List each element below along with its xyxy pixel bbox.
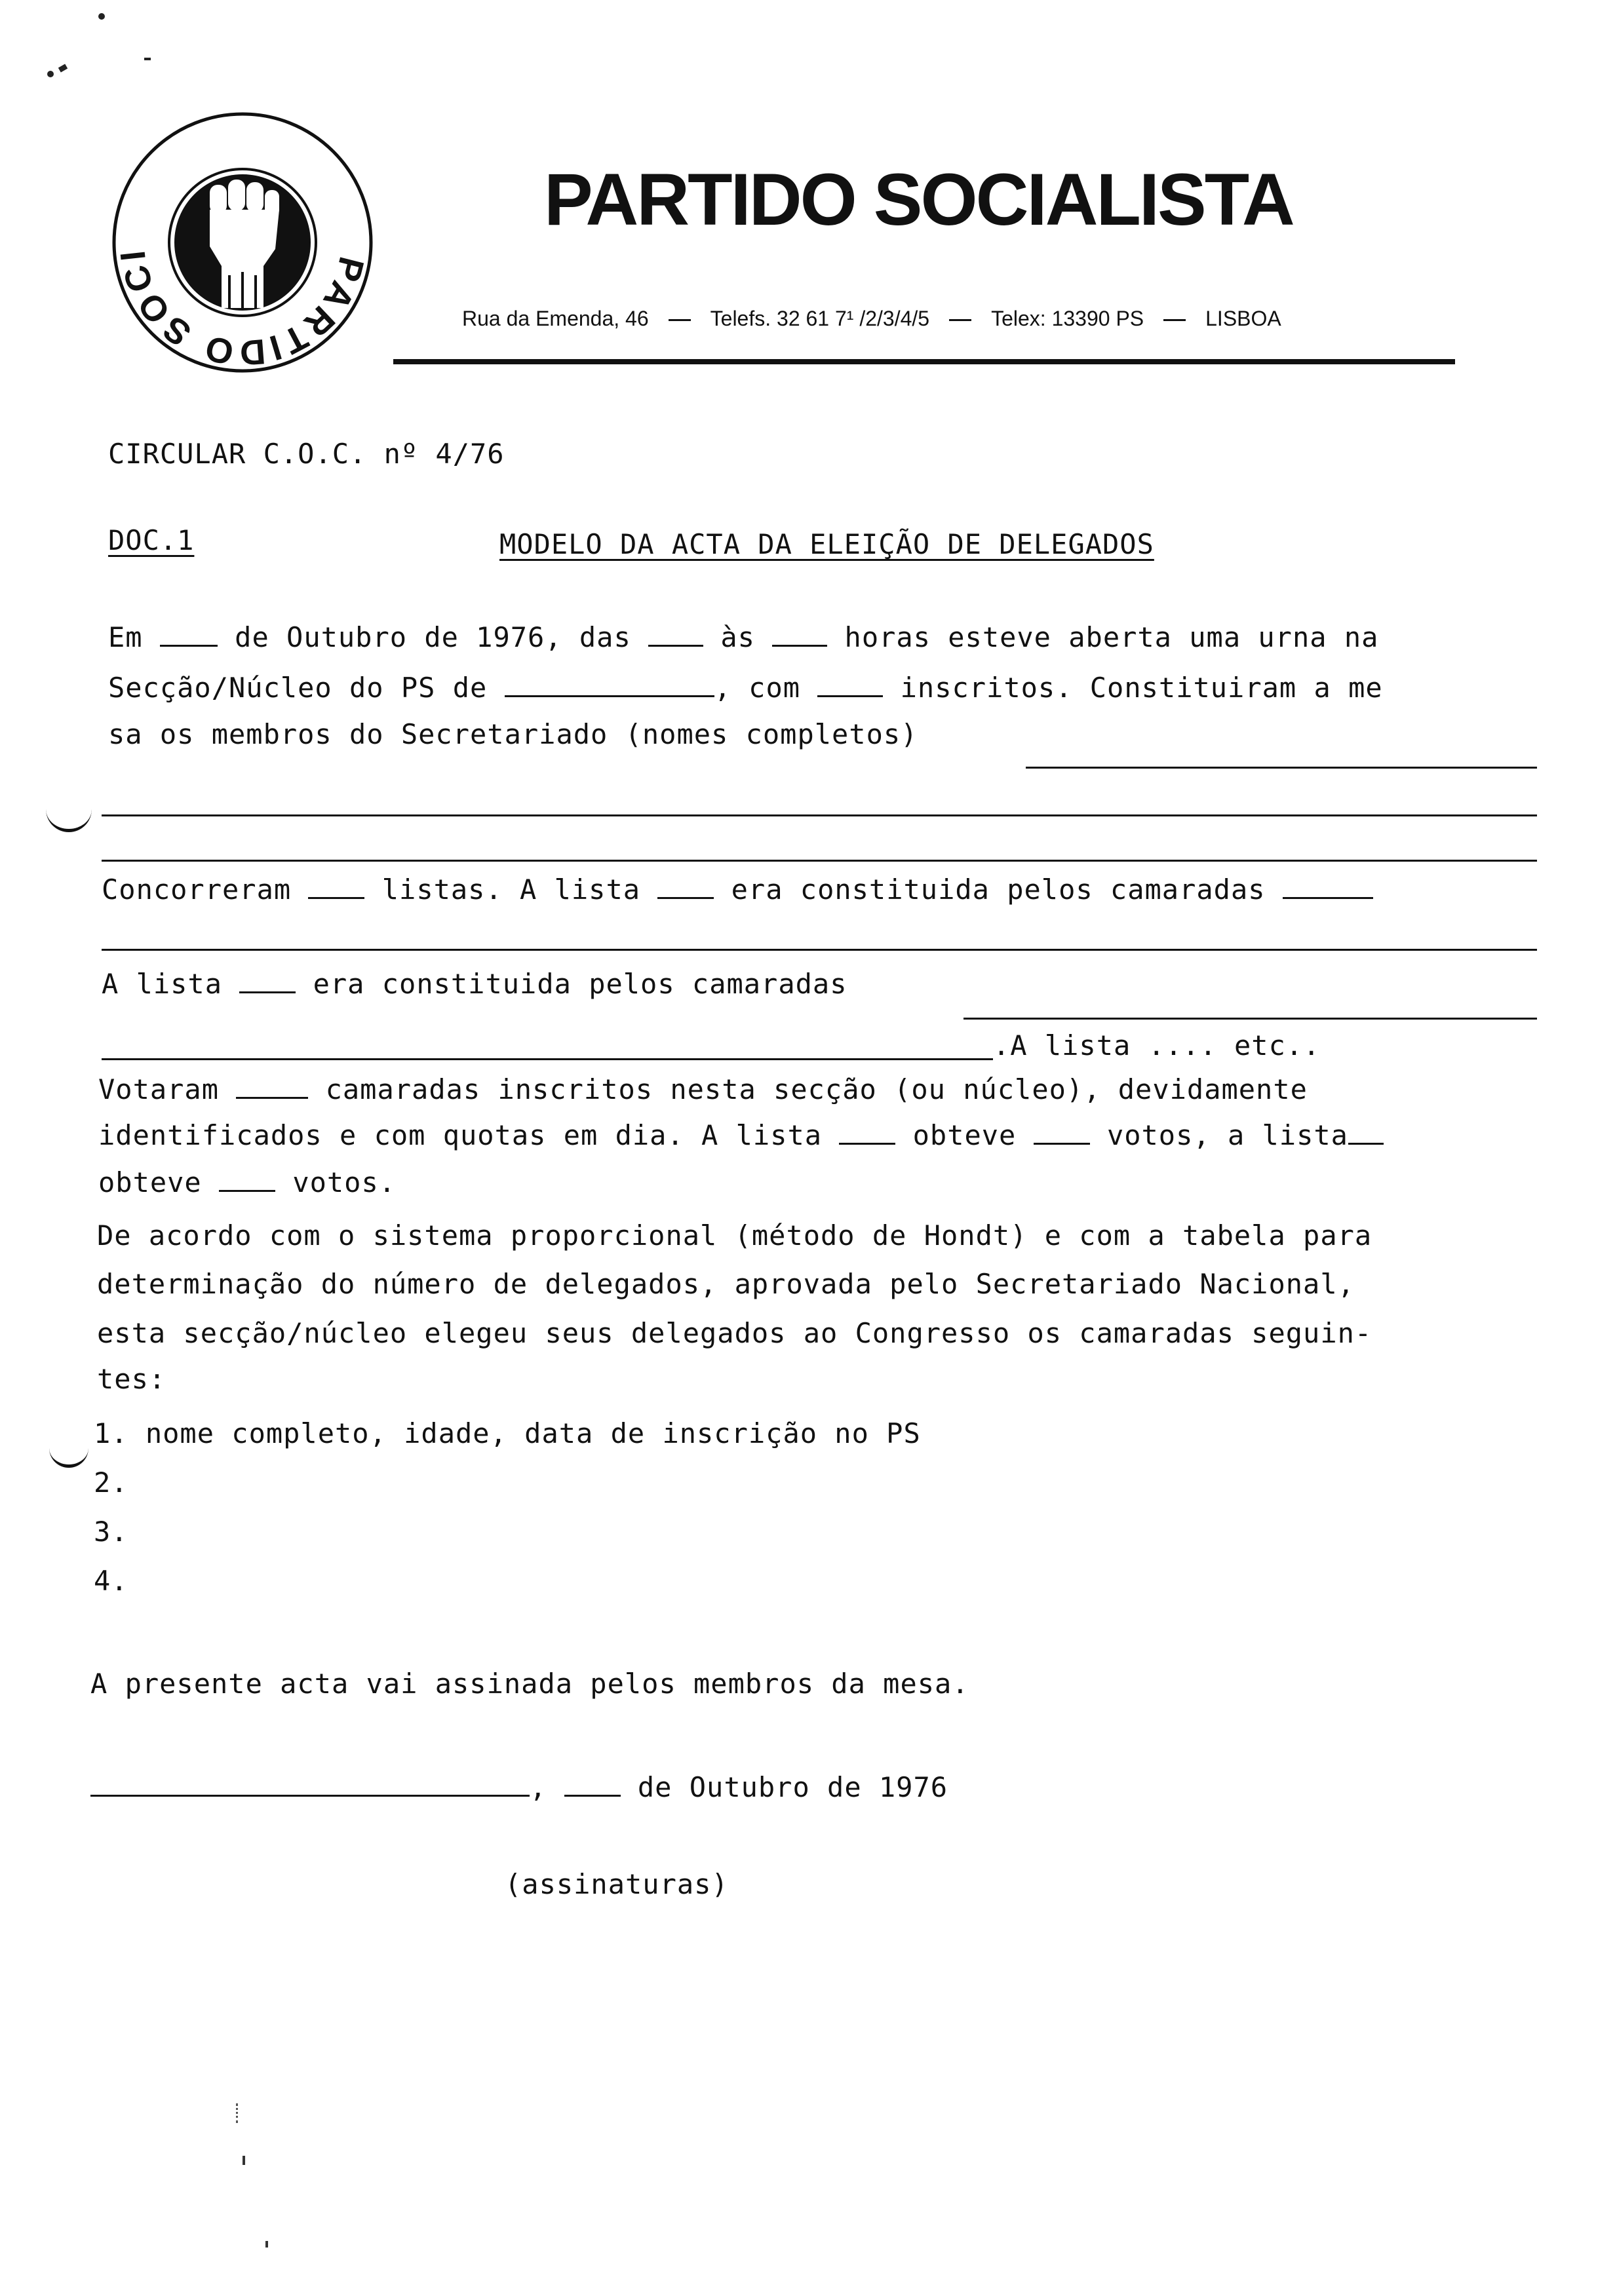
voters-count-blank[interactable] xyxy=(236,1075,308,1099)
text-as: às xyxy=(720,621,755,653)
scan-speck xyxy=(47,71,54,77)
text-a-lista-etc: .A lista .... etc.. xyxy=(993,1029,1321,1062)
votes-blank-1[interactable] xyxy=(1034,1120,1090,1145)
city-name: LISBOA xyxy=(1205,307,1281,330)
document-title: MODELO DA ACTA DA ELEIÇÃO DE DELEGADOS xyxy=(499,528,1154,560)
list-members-blank-1[interactable] xyxy=(1283,875,1373,899)
party-logo xyxy=(111,111,374,373)
scan-speck xyxy=(58,64,68,73)
end-hour-blank[interactable] xyxy=(772,622,827,647)
list-id-blank-3[interactable] xyxy=(839,1120,895,1145)
list-item: 1. nome completo, idade, data de inscrição no PS xyxy=(94,1417,921,1449)
text-votos-lista: votos, a lista xyxy=(1106,1119,1348,1151)
text-obteve-1: obteve xyxy=(912,1119,1017,1151)
text-camaradas-inscritos: camaradas inscritos nesta secção (ou núcleo), devidamente xyxy=(325,1073,1308,1105)
votes-blank-2[interactable] xyxy=(219,1168,275,1192)
scan-speck xyxy=(236,2103,241,2123)
margin-tick-mark xyxy=(46,803,92,832)
text-identificados: identificados e com quotas em dia. A lista xyxy=(98,1119,823,1151)
p1-line1 xyxy=(108,619,1378,656)
p2-line2 xyxy=(102,966,847,1003)
text-seccao: Secção/Núcleo do PS de xyxy=(108,672,488,704)
signing-day-blank[interactable] xyxy=(564,1772,621,1797)
text-hours: horas esteve aberta uma urna na xyxy=(844,621,1379,653)
list-members-line-2[interactable] xyxy=(102,1058,993,1060)
text-listas: listas. A lista xyxy=(381,873,641,906)
text-votos: votos. xyxy=(292,1166,397,1198)
list-members-blank-2[interactable] xyxy=(963,1018,1537,1020)
scan-speck xyxy=(243,2156,245,2165)
text-obteve-2: obteve xyxy=(98,1166,202,1198)
secretariat-names-line[interactable] xyxy=(1026,767,1537,769)
text-votaram: Votaram xyxy=(98,1073,220,1105)
text-date: de Outubro de 1976, das xyxy=(235,621,631,653)
telex-number: Telex: 13390 PS xyxy=(991,307,1144,330)
p2-line1 xyxy=(102,871,1373,908)
list-item: 2. xyxy=(94,1466,128,1499)
place-blank[interactable] xyxy=(90,1772,530,1797)
street-address: Rua da Emenda, 46 xyxy=(462,307,649,330)
registered-count-blank[interactable] xyxy=(817,673,883,697)
margin-tick-mark xyxy=(49,1438,88,1468)
p4-line1: De acordo com o sistema proporcional (método de Hondt) e com a tabela para xyxy=(97,1219,1372,1252)
header-divider xyxy=(393,359,1455,364)
signatures-label: (assinaturas) xyxy=(505,1868,729,1900)
secretariat-names-line-2[interactable] xyxy=(102,814,1537,816)
text-com: , com xyxy=(714,672,801,704)
secretariat-names-line-3[interactable] xyxy=(102,860,1537,862)
date-comma: , xyxy=(530,1771,547,1803)
document-reference: DOC.1 xyxy=(108,524,195,556)
list-id-blank-4[interactable] xyxy=(1348,1120,1384,1145)
section-name-blank[interactable] xyxy=(505,673,714,697)
list-id-blank-2[interactable] xyxy=(239,969,296,993)
day-blank[interactable] xyxy=(160,622,218,647)
letterhead-address-line xyxy=(462,305,1281,332)
list-members-line[interactable] xyxy=(102,949,1537,951)
list-count-blank[interactable] xyxy=(308,875,364,899)
list-item: 4. xyxy=(94,1565,128,1597)
scan-speck xyxy=(98,13,105,20)
p4-line2: determinação do número de delegados, aprovada pelo Secretariado Nacional, xyxy=(97,1268,1355,1300)
p3-line1 xyxy=(98,1071,1308,1108)
text-era-2: era constituida pelos camaradas xyxy=(313,968,847,1000)
text-em: Em xyxy=(108,621,143,653)
p1-line3: sa os membros do Secretariado (nomes completos) xyxy=(108,718,918,750)
p4-line4: tes: xyxy=(97,1363,166,1395)
scan-speck xyxy=(265,2241,268,2248)
list-item: 3. xyxy=(94,1516,128,1548)
list-id-blank-1[interactable] xyxy=(657,875,714,899)
p3-line2 xyxy=(98,1117,1384,1154)
closing-statement: A presente acta vai assinada pelos membros da mesa. xyxy=(90,1668,969,1700)
scan-speck xyxy=(144,58,151,60)
text-era-1: era constituida pelos camaradas xyxy=(731,873,1266,906)
p3-line3 xyxy=(98,1164,396,1201)
text-a-lista: A lista xyxy=(102,968,223,1000)
date-line xyxy=(90,1769,948,1806)
logo-ring-text: PARTIDO SOCI xyxy=(113,245,372,373)
fist-emblem-icon xyxy=(111,111,374,373)
start-hour-blank[interactable] xyxy=(648,622,703,647)
party-name: PARTIDO SOCIALISTA xyxy=(544,159,1293,240)
date-suffix: de Outubro de 1976 xyxy=(637,1771,948,1803)
p1-line2 xyxy=(108,670,1383,706)
phone-numbers: Telefs. 32 61 7¹ /2/3/4/5 xyxy=(710,307,930,330)
text-concorreram: Concorreram xyxy=(102,873,292,906)
text-inscritos: inscritos. Constituiram a me xyxy=(900,672,1383,704)
p4-line3: esta secção/núcleo elegeu seus delegados ao Congresso os camaradas seguin- xyxy=(97,1317,1372,1349)
circular-number: CIRCULAR C.O.C. nº 4/76 xyxy=(108,438,505,470)
